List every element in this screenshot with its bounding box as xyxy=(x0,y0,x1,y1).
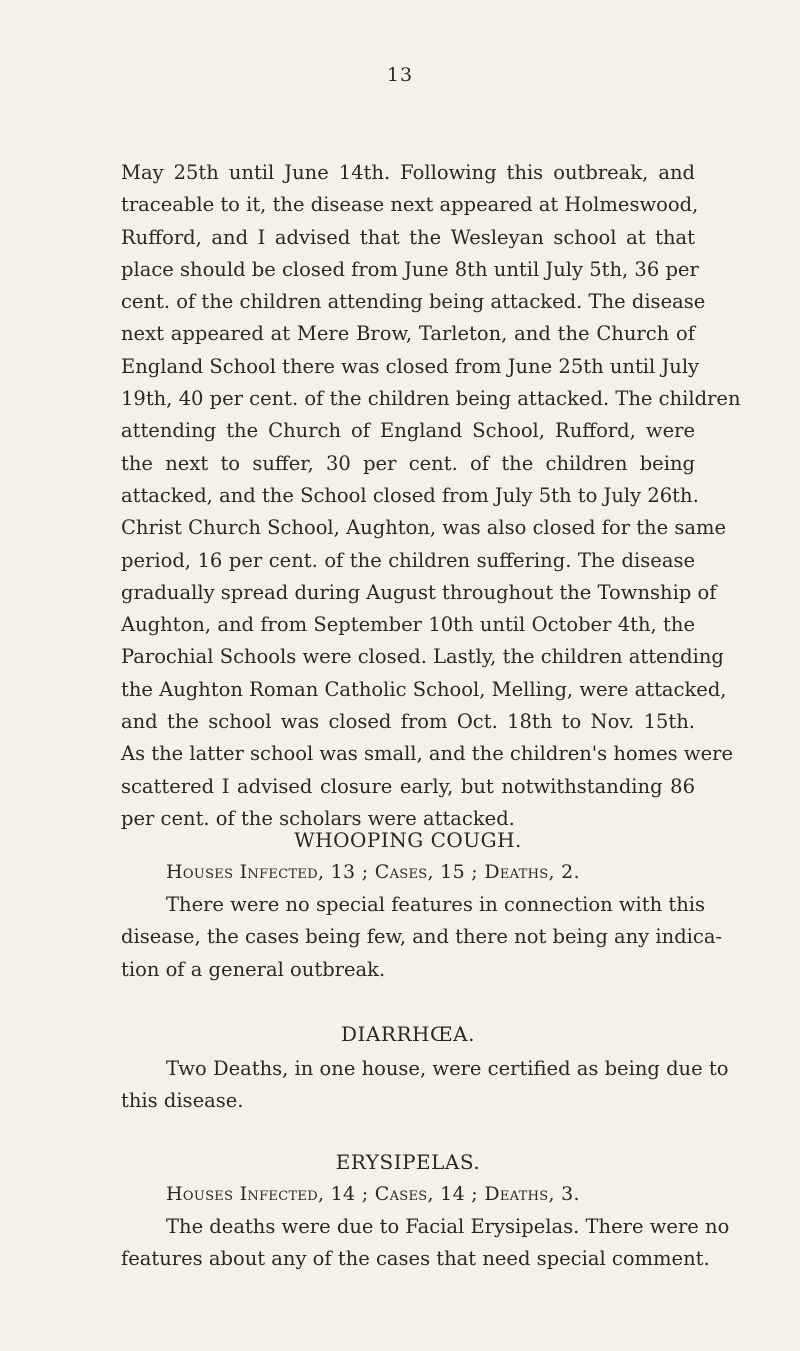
text-line: place should be closed from June 8th until July 5th, 36 per xyxy=(121,257,699,281)
section-body-erysipelas xyxy=(121,1211,730,1276)
intro-paragraph xyxy=(121,157,741,835)
text-line: the Aughton Roman Catholic School, Melling, were attacked, xyxy=(121,677,727,701)
section-body-diarrhoea xyxy=(121,1053,729,1118)
text-line: period, 16 per cent. of the children suffering. The disease xyxy=(121,548,695,572)
text-line: attending the Church of England School, Rufford, were xyxy=(121,419,695,443)
text-line: Parochial Schools were closed. Lastly, the children attending xyxy=(121,645,724,669)
text-line: Christ Church School, Aughton, was also closed for the same xyxy=(121,516,727,540)
page-number: 13 xyxy=(386,64,414,86)
text-line: next appeared at Mere Brow, Tarleton, and the Church of xyxy=(121,322,695,346)
text-line: attacked, and the School closed from July 5th to July 26th. xyxy=(121,483,699,507)
section-stats-erysipelas: Houses Infected, 14 ; Cases, 14 ; Deaths, 3. xyxy=(166,1183,580,1205)
text-line: May 25th until June 14th. Following this outbreak, and xyxy=(121,161,695,184)
section-body-whooping-cough xyxy=(121,889,723,986)
section-heading-diarrhoea: DIARRHŒA. xyxy=(341,1022,475,1046)
text-line: features about any of the cases that need special comment. xyxy=(121,1247,710,1271)
section-heading-whooping-cough: WHOOPING COUGH. xyxy=(294,828,522,852)
text-line: England School there was closed from June 25th until July xyxy=(121,354,700,378)
text-line: There were no special features in connection with this xyxy=(166,893,706,916)
text-line: traceable to it, the disease next appeared at Holmeswood, xyxy=(121,193,699,217)
section-stats-whooping-cough: Houses Infected, 13 ; Cases, 15 ; Deaths, 2. xyxy=(166,861,580,883)
text-line: and the school was closed from Oct. 18th to Nov. 15th. xyxy=(121,710,695,734)
text-line: Two Deaths, in one house, were certified as being due to xyxy=(166,1057,729,1080)
text-line: this disease. xyxy=(121,1089,244,1113)
text-line: 19th, 40 per cent. of the children being attacked. The children xyxy=(121,387,741,411)
text-line: scattered I advised closure early, but notwithstanding 86 xyxy=(121,774,695,798)
text-line: the next to suffer, 30 per cent. of the children being xyxy=(121,451,695,475)
text-line: Rufford, and I advised that the Wesleyan school at that xyxy=(121,225,695,249)
text-line: Aughton, and from September 10th until October 4th, the xyxy=(121,613,695,637)
text-line: tion of a general outbreak. xyxy=(121,957,386,981)
text-line: disease, the cases being few, and there not being any indica- xyxy=(121,925,723,949)
section-heading-erysipelas: ERYSIPELAS. xyxy=(335,1150,481,1174)
text-line: per cent. of the scholars were attacked. xyxy=(121,806,515,830)
text-line: gradually spread during August throughout the Township of xyxy=(121,580,717,604)
text-line: The deaths were due to Facial Erysipelas. There were no xyxy=(166,1215,730,1238)
text-line: cent. of the children attending being attacked. The disease xyxy=(121,290,706,314)
text-line: As the latter school was small, and the children's homes were xyxy=(121,742,733,766)
